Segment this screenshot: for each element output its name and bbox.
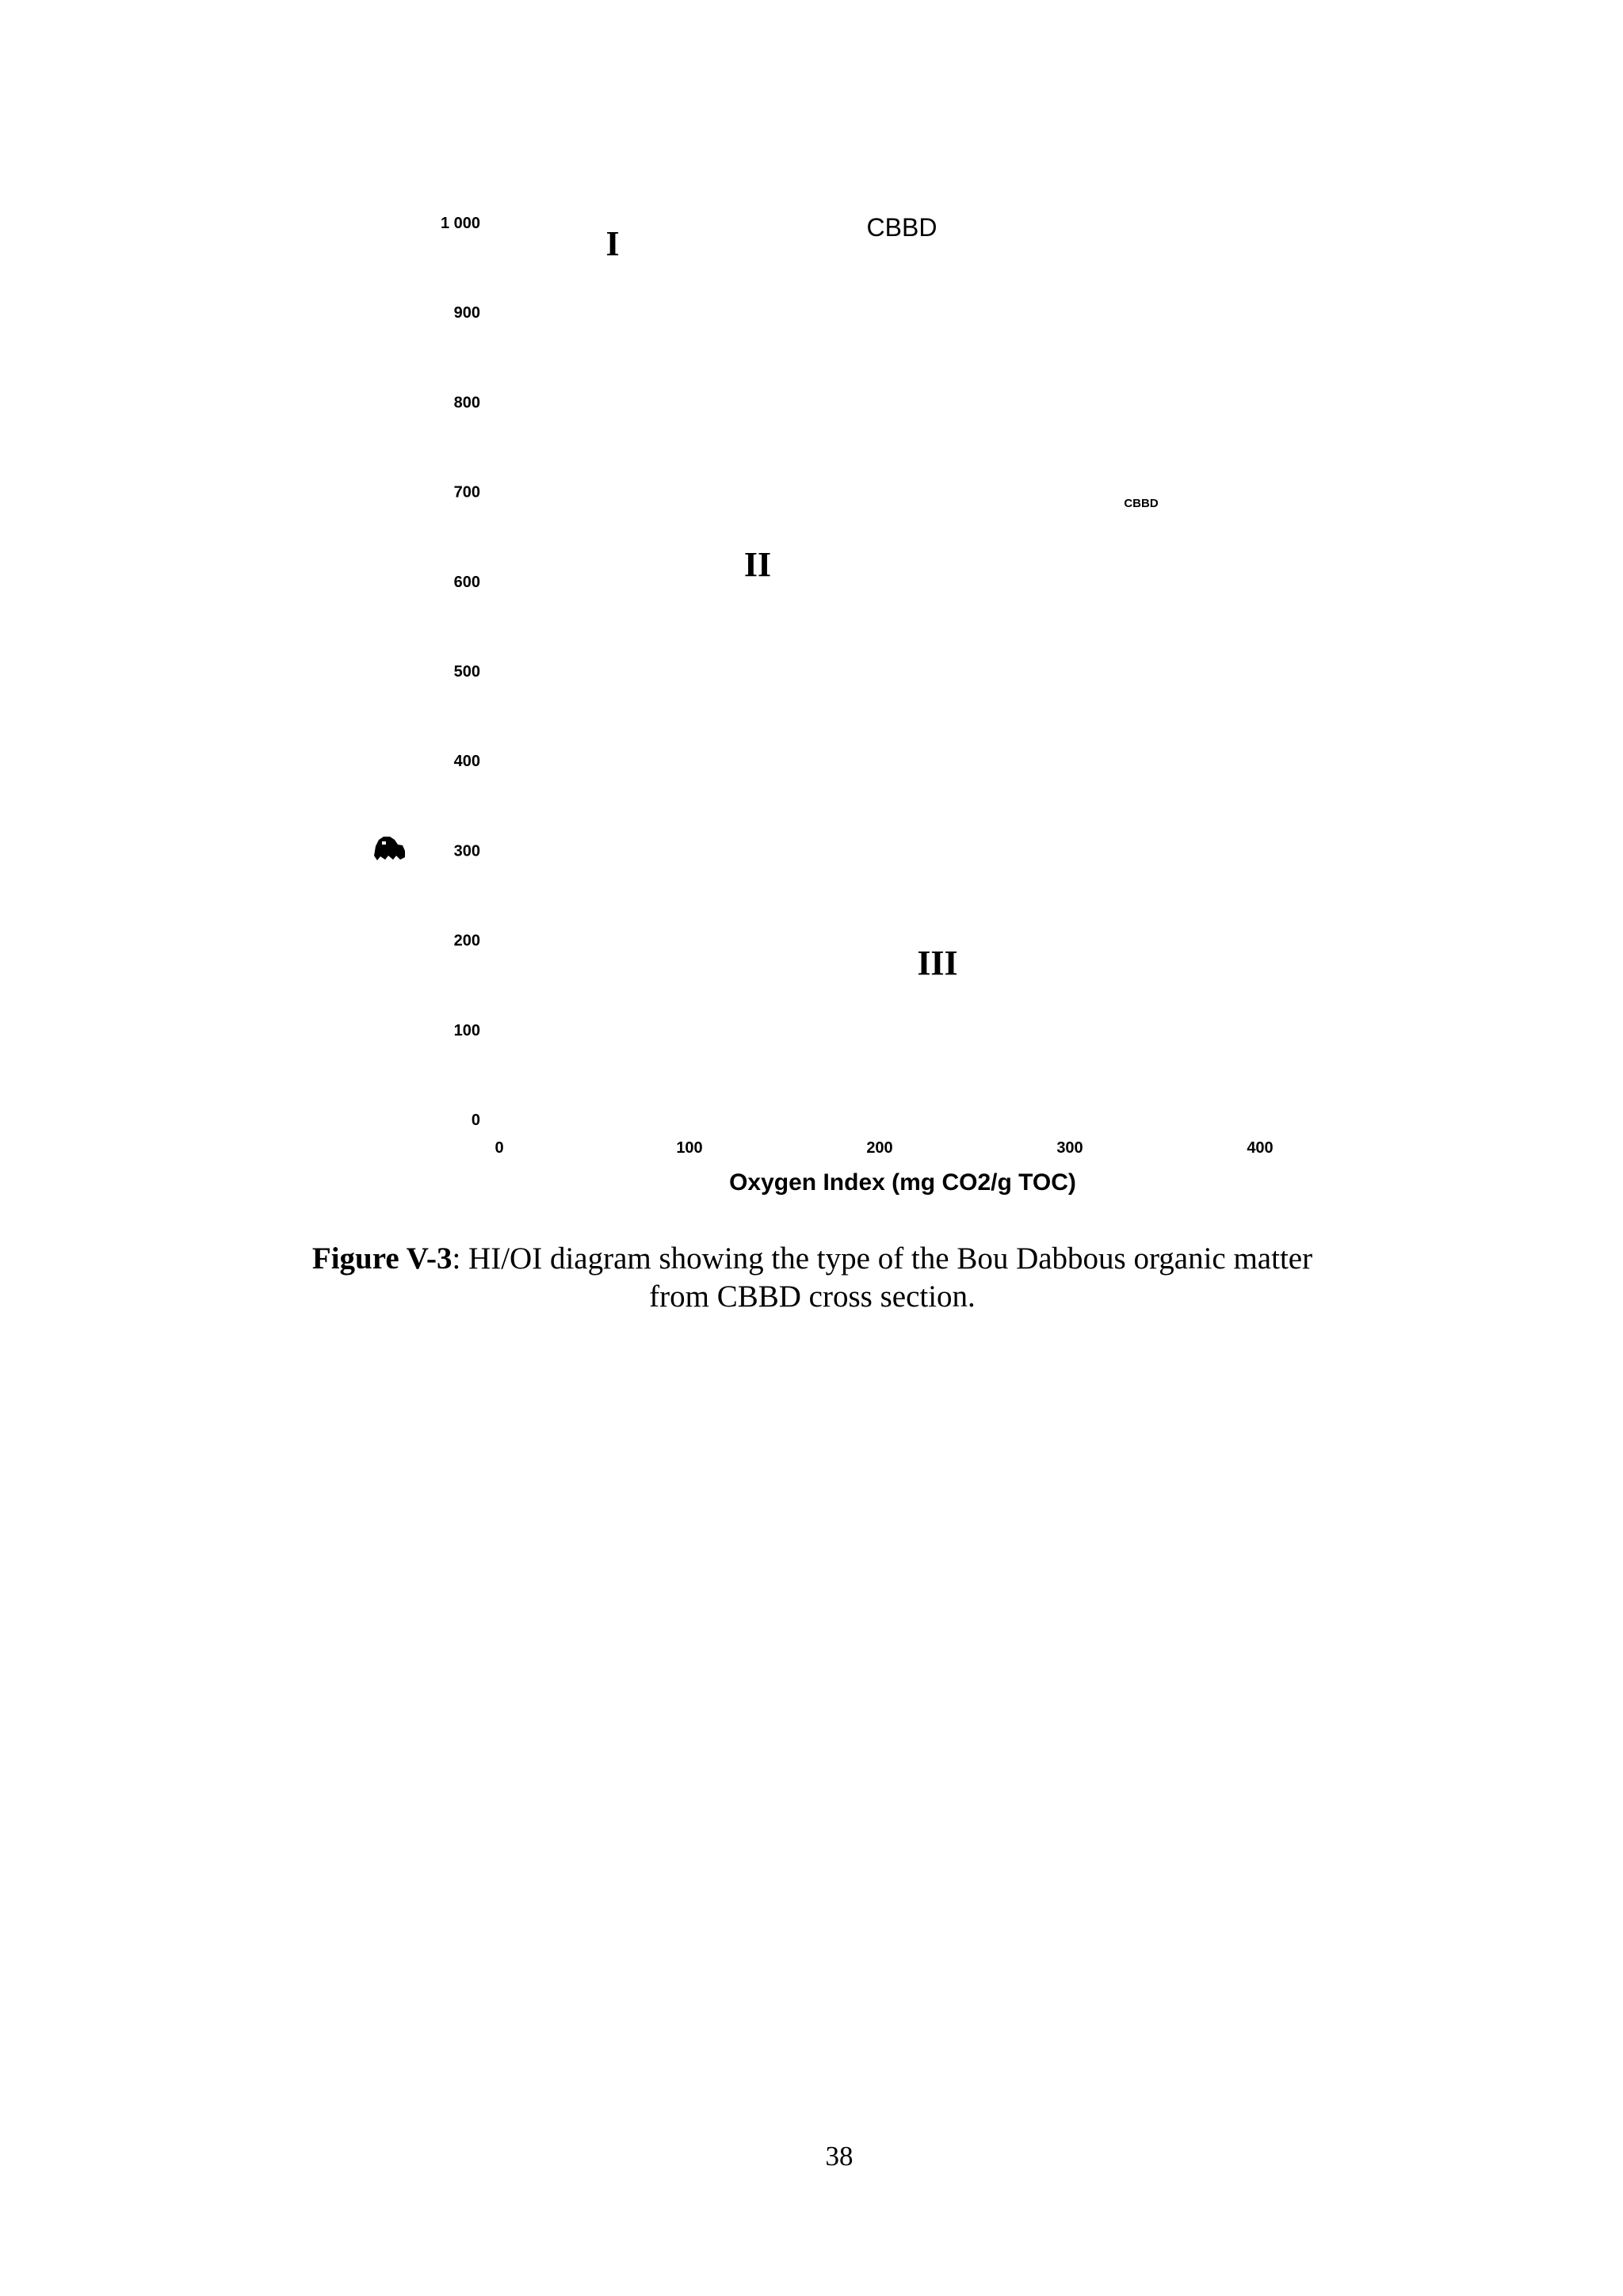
y-tick-label: 400 [453, 753, 480, 771]
x-axis-title: Oxygen Index (mg CO2/g TOC) [729, 1169, 1076, 1196]
y-tick-label: 700 [453, 483, 480, 502]
y-tick-label: 0 [471, 1112, 480, 1129]
y-tick-label: 1 000 [440, 215, 480, 232]
y-tick-label: 100 [453, 1021, 480, 1039]
y-tick-label: 200 [453, 932, 480, 950]
caption-text-line-1: : HI/OI diagram showing the type of the Bou Dabbous organic matter [452, 1241, 1313, 1276]
legend-entry-cbbd: CBBD [1124, 497, 1159, 510]
region-label-type-iii: III [917, 944, 958, 982]
y-tick-label: 300 [453, 842, 480, 860]
region-label-type-i: I [605, 224, 620, 263]
page-number: 38 [825, 2141, 854, 2172]
x-tick-label: 0 [495, 1139, 504, 1157]
x-tick-label: 400 [1247, 1139, 1274, 1157]
x-axis-ticks [495, 1139, 1273, 1157]
y-tick-label: 500 [453, 663, 480, 681]
y-tick-label: 800 [453, 394, 480, 412]
x-tick-label: 100 [676, 1139, 703, 1157]
y-tick-label: 900 [453, 304, 480, 322]
chart-title: CBBD [866, 213, 938, 242]
x-tick-label: 200 [866, 1139, 893, 1157]
caption-text-line-2: from CBBD cross section. [649, 1280, 976, 1314]
caption-line-1 [238, 1240, 1387, 1278]
caption-figure-label: Figure V-3 [311, 1241, 453, 1276]
figure-caption [238, 1240, 1387, 1316]
region-label-type-ii: II [743, 545, 772, 584]
y-axis-ticks [441, 215, 480, 1129]
x-tick-label: 300 [1056, 1139, 1083, 1157]
sample-marker-blot [374, 837, 405, 860]
y-tick-label: 600 [453, 573, 480, 591]
